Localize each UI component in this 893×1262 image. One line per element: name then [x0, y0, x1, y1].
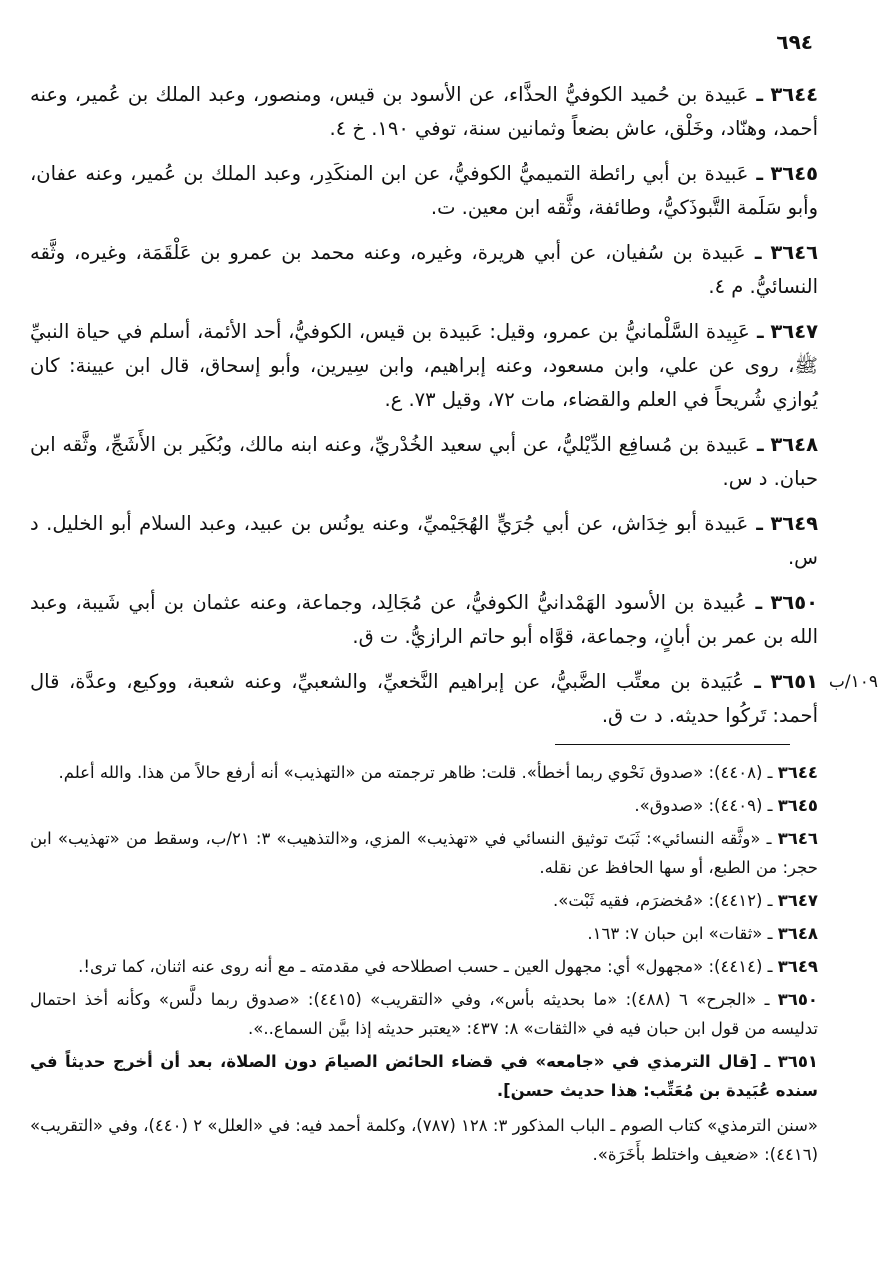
footnote-number: ٣٦٤٥	[777, 796, 818, 815]
entry-text: عَبيدة بن حُميد الكوفيُّ الحذَّاء، عن الأسود بن قيس، ومنصور، وعبد الملك بن عُمير، وعنه أحمد، وهنّاد، وخَلْق، عاش بضعاً وثمانين سنة، توفي ١٩٠. خ ٤.	[30, 83, 818, 140]
footnote-continuation: «سنن الترمذي» كتاب الصوم ـ الباب المذكور ٣: ١٢٨ (٧٨٧)، وكلمة أحمد فيه: في «العلل» ٢ (٤٤٠)، وفي «التقريب» (٤٤١٦): «ضعيف واختلط بأَخَرَة».	[30, 1116, 818, 1164]
entry-text: عَبيدة بن سُفيان، عن أبي هريرة، وغيره، وعنه محمد بن عمرو بن عَلْقَمَة، وغيره، وثَّقه النسائيُّ. م ٤.	[30, 241, 818, 298]
entry-text: عَبيدة بن مُسافِع الدِّيْليُّ، عن أبي سعيد الخُدْريِّ، وعنه ابنه مالك، وبُكَير بن الأَشَجِّ، وثَّقه ابن حبان. د س.	[30, 433, 818, 490]
footnote: ٣٦٤٥ ـ (٤٤٠٩): «صدوق».	[634, 796, 818, 815]
footnote: ٣٦٤٨ ـ «ثقات» ابن حبان ٧: ١٦٣.	[587, 924, 818, 943]
folio-marker: ١٠٩/ب	[828, 672, 878, 692]
entry-number: ٣٦٤٦	[770, 241, 818, 264]
biography-entry: ٣٦٤٥ ـ عَبيدة بن أبي رائطة التميميُّ الكوفيُّ، عن ابن المنكَدِر، وعبد الملك بن عُمير، وعنه عفان، وأبو سَلَمة التَّبوذَكيُّ، وطائفة، وثَّقه ابن معين. ت.	[30, 162, 819, 219]
footnote-divider	[555, 744, 790, 745]
entry-text: عَبيدة أبو خِدَاش، عن أبي جُرَيٍّ الهُجَيْميِّ، وعنه يونُس بن عبيد، وعبد السلام أبو الخليل. د س.	[30, 512, 818, 569]
footnote-text: (٤٤١٢): «مُخضرَم، فقيه ثَبْت».	[553, 891, 763, 910]
footnote-text: (٤٤١٤): «مجهول» أي: مجهول العين ـ حسب اصطلاحه في مقدمته ـ مع أنه روى عنه اثنان، كما ترى!.	[78, 957, 763, 976]
entry-number: ٣٦٤٩	[770, 512, 818, 535]
biography-entry: ١٠٩/ب ٣٦٥١ ـ عُبَيدة بن معتِّب الضَّبيُّ، عن إبراهيم النَّخعيِّ، والشعبيِّ، وعنه شعبة، ووكيع، وعدَّة، قال أحمد: تَركُوا حديثه. د ت ق.	[30, 665, 818, 733]
footnote: ٣٦٤٩ ـ (٤٤١٤): «مجهول» أي: مجهول العين ـ حسب اصطلاحه في مقدمته ـ مع أنه روى عنه اثنان، كما ترى!.	[78, 957, 818, 976]
footnote-number: ٣٦٤٩	[777, 957, 818, 976]
biography-entry: ٣٦٤٧ ـ عَبِيدة السَّلْمانيُّ بن عمرو، وقيل: عَبيدة بن قيس، الكوفيُّ، أحد الأئمة، أسلم في حياة النبيِّ ﷺ، روى عن علي، وابن مسعود، وعنه إبراهيم، وابن سِيرين، وأبو إسحاق، قال ابن عيينة: كان يُوازي شُريحاً في العلم والقضاء، مات ٧٢، وقيل ٧٣. ع.	[30, 320, 818, 411]
footnote-number: ٣٦٥٠	[777, 990, 819, 1009]
footnote-number: ٣٦٤٦	[777, 829, 819, 848]
footnote-text: «وثَّقه النسائي»: ثَبَتَ توثيق النسائي في «تهذيب» المزي، و«التذهيب» ٣: ٢١/ب، وسقط من «تهذيب» ابن حجر: من الطبع، أو سها الحافظ عن نقله.	[30, 829, 818, 877]
biography-entries	[30, 78, 878, 744]
biography-entry: ٣٦٥٠ ـ عُبيدة بن الأسود الهَمْدانيُّ الكوفيُّ، عن مُجَالِد، وجماعة، وعنه عثمان بن أبي شَيبة، وعبد الله بن عمر بن أبانٍ، وجماعة، قوَّاه أبو حاتم الرازيُّ. ت ق.	[30, 591, 818, 648]
footnote-text: (٤٤٠٩): «صدوق».	[634, 796, 763, 815]
entry-number: ٣٦٤٤	[770, 83, 818, 106]
entry-number: ٣٦٥٠	[770, 591, 818, 614]
entry-number: ٣٦٤٧	[770, 320, 818, 343]
footnote-number: ٣٦٤٤	[777, 763, 818, 782]
biography-entry: ٣٦٤٨ ـ عَبيدة بن مُسافِع الدِّيْليُّ، عن أبي سعيد الخُدْريِّ، وعنه ابنه مالك، وبُكَير بن الأَشَجِّ، وثَّقه ابن حبان. د س.	[30, 433, 818, 490]
entry-number: ٣٦٥١	[770, 670, 818, 693]
footnote: ٣٦٥١ ـ [قال الترمذي في «جامعه» في قضاء الحائض الصيامَ دون الصلاة، بعد أن أخرج حديثاً في سنده عُبَيدة بن مُعَتِّب: هذا حديث حسن].	[30, 1052, 818, 1100]
entry-text: عُبيدة بن الأسود الهَمْدانيُّ الكوفيُّ، عن مُجَالِد، وجماعة، وعنه عثمان بن أبي شَيبة، وعبد الله بن عمر بن أبانٍ، وجماعة، قوَّاه أبو حاتم الرازيُّ. ت ق.	[30, 591, 818, 648]
entry-text: عَبِيدة السَّلْمانيُّ بن عمرو، وقيل: عَبيدة بن قيس، الكوفيُّ، أحد الأئمة، أسلم في حياة النبيِّ ﷺ، روى عن علي، وابن مسعود، وعنه إبراهيم، وابن سِيرين، وأبو إسحاق، قال ابن عيينة: كان يُوازي شُريحاً في العلم والقضاء، مات ٧٢، وقيل ٧٣. ع.	[30, 320, 818, 411]
footnote-text: «الجرح» ٦ (٤٨٨): «ما بحديثه بأس»، وفي «التقريب» (٤٤١٥): «صدوق ربما دلَّس» وكأنه أخذ احتمال تدليسه من قول ابن حبان فيه في «الثقات» ٨: ٤٣٧: «يعتبر حديثه إذا بيَّن السماع..».	[30, 990, 818, 1038]
biography-entry: ٣٦٤٦ ـ عَبيدة بن سُفيان، عن أبي هريرة، وغيره، وعنه محمد بن عمرو بن عَلْقَمَة، وغيره، وثَّقه النسائيُّ. م ٤.	[30, 241, 818, 298]
footnote: ٣٦٤٧ ـ (٤٤١٢): «مُخضرَم، فقيه ثَبْت».	[553, 891, 818, 910]
entry-text: عُبَيدة بن معتِّب الضَّبيُّ، عن إبراهيم النَّخعيِّ، والشعبيِّ، وعنه شعبة، ووكيع، وعدَّة، قال أحمد: تَركُوا حديثه. د ت ق.	[30, 670, 818, 727]
page-number: ٦٩٤	[776, 30, 813, 54]
biography-entry: ٣٦٤٩ ـ عَبيدة أبو خِدَاش، عن أبي جُرَيٍّ الهُجَيْميِّ، وعنه يونُس بن عبيد، وعبد السلام أبو الخليل. د س.	[30, 512, 818, 569]
footnote-number: ٣٦٥١	[777, 1052, 818, 1071]
footnote: ٣٦٤٦ ـ «وثَّقه النسائي»: ثَبَتَ توثيق النسائي في «تهذيب» المزي، و«التذهيب» ٣: ٢١/ب، وسقط من «تهذيب» ابن حجر: من الطبع، أو سها الحافظ عن نقله.	[30, 829, 819, 877]
footnote: ٣٦٥٠ ـ «الجرح» ٦ (٤٨٨): «ما بحديثه بأس»، وفي «التقريب» (٤٤١٥): «صدوق ربما دلَّس» وكأنه أخذ احتمال تدليسه من قول ابن حبان فيه في «الثقات» ٨: ٤٣٧: «يعتبر حديثه إذا بيَّن السماع..».	[30, 990, 819, 1038]
footnotes	[30, 758, 818, 1169]
footnote-number: ٣٦٤٨	[777, 924, 818, 943]
footnote-text: (٤٤٠٨): «صدوق نَحْوي ربما أخطأ». قلت: ظاهر ترجمته من «التهذيب» أنه أرفع حالاً من هذا. والله أعلم.	[58, 763, 763, 782]
biography-entry: ٣٦٤٤ ـ عَبيدة بن حُميد الكوفيُّ الحذَّاء، عن الأسود بن قيس، ومنصور، وعبد الملك بن عُمير، وعنه أحمد، وهنّاد، وخَلْق، عاش بضعاً وثمانين سنة، توفي ١٩٠. خ ٤.	[30, 83, 818, 140]
footnote-text: [قال الترمذي في «جامعه» في قضاء الحائض الصيامَ دون الصلاة، بعد أن أخرج حديثاً في سنده عُبَيدة بن مُعَتِّب: هذا حديث حسن].	[30, 1052, 818, 1100]
entry-text: عَبيدة بن أبي رائطة التميميُّ الكوفيُّ، عن ابن المنكَدِر، وعبد الملك بن عُمير، وعنه عفان، وأبو سَلَمة التَّبوذَكيُّ، وطائفة، وثَّقه ابن معين. ت.	[30, 162, 818, 219]
entry-number: ٣٦٤٨	[770, 433, 818, 456]
footnote-text: «ثقات» ابن حبان ٧: ١٦٣.	[587, 924, 763, 943]
footnote-number: ٣٦٤٧	[777, 891, 818, 910]
entry-number: ٣٦٤٥	[770, 162, 819, 185]
footnote: ٣٦٤٤ ـ (٤٤٠٨): «صدوق نَحْوي ربما أخطأ». قلت: ظاهر ترجمته من «التهذيب» أنه أرفع حالاً من هذا. والله أعلم.	[58, 763, 818, 782]
